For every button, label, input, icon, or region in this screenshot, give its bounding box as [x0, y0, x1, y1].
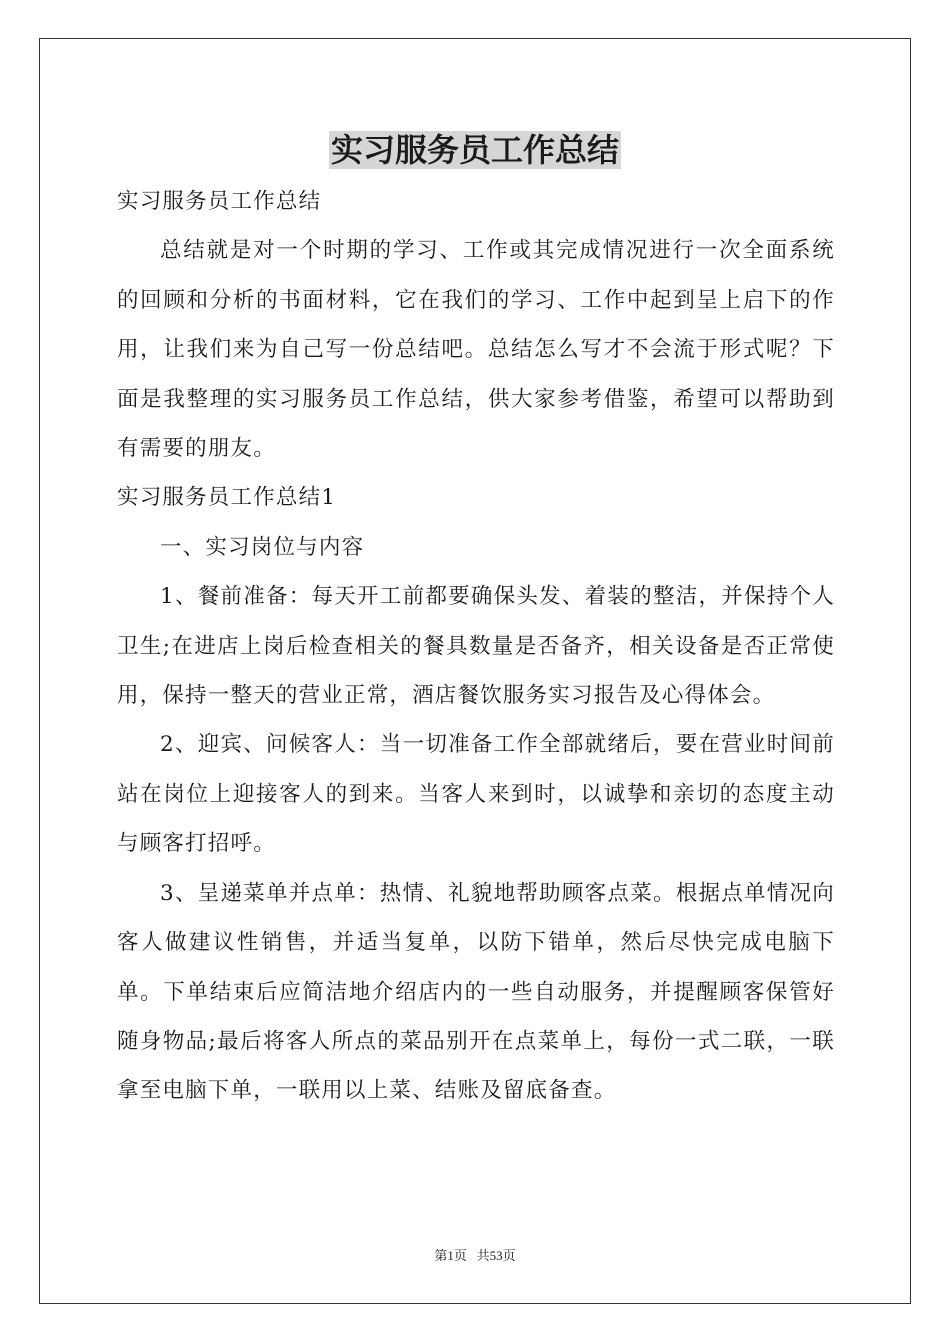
paragraph-subtitle: 实习服务员工作总结	[117, 189, 322, 214]
subsection-heading: 一、实习岗位与内容	[160, 534, 365, 560]
document-body	[117, 177, 835, 1116]
paragraph-item-3: 3、呈递菜单并点单：热情、礼貌地帮助顾客点菜。根据点单情况向客人做建议性销售，并适当复单，以防下错单，然后尽快完成电脑下单。下单结束后应简洁地介绍店内的一些自动服务，并提醒顾客保管好随身物品;最后将客人所点的菜品别开在点菜单上，每份一式二联，一联拿至电脑下单，一联用以上菜、结账及留底备查。	[117, 880, 835, 1104]
document-title: 实习服务员工作总结	[330, 131, 619, 169]
paragraph-item-1: 1、餐前准备：每天开工前都要确保头发、着装的整洁，并保持个人卫生;在进店上岗后检查相关的餐具数量是否备齐，相关设备是否正常使用，保持一整天的营业正常，酒店餐饮服务实习报告及心得体会。	[117, 584, 835, 709]
page-total: 共53页	[476, 1248, 516, 1263]
page-footer	[0, 1246, 950, 1266]
paragraph-item-2: 2、迎宾、问候客人：当一切准备工作全部就绪后，要在营业时间前站在岗位上迎接客人的到来。当客人来到时，以诚挚和亲切的态度主动与顾客打招呼。	[117, 732, 835, 857]
paragraph-intro: 总结就是对一个时期的学习、工作或其完成情况进行一次全面系统的回顾和分析的书面材料，它在我们的学习、工作中起到呈上启下的作用，让我们来为自己写一份总结吧。总结怎么写才不会流于形式呢？下面是我整理的实习服务员工作总结，供大家参考借鉴，希望可以帮助到有需要的朋友。	[117, 238, 835, 462]
section-heading: 实习服务员工作总结1	[117, 485, 337, 511]
page-number: 第1页	[434, 1248, 467, 1263]
